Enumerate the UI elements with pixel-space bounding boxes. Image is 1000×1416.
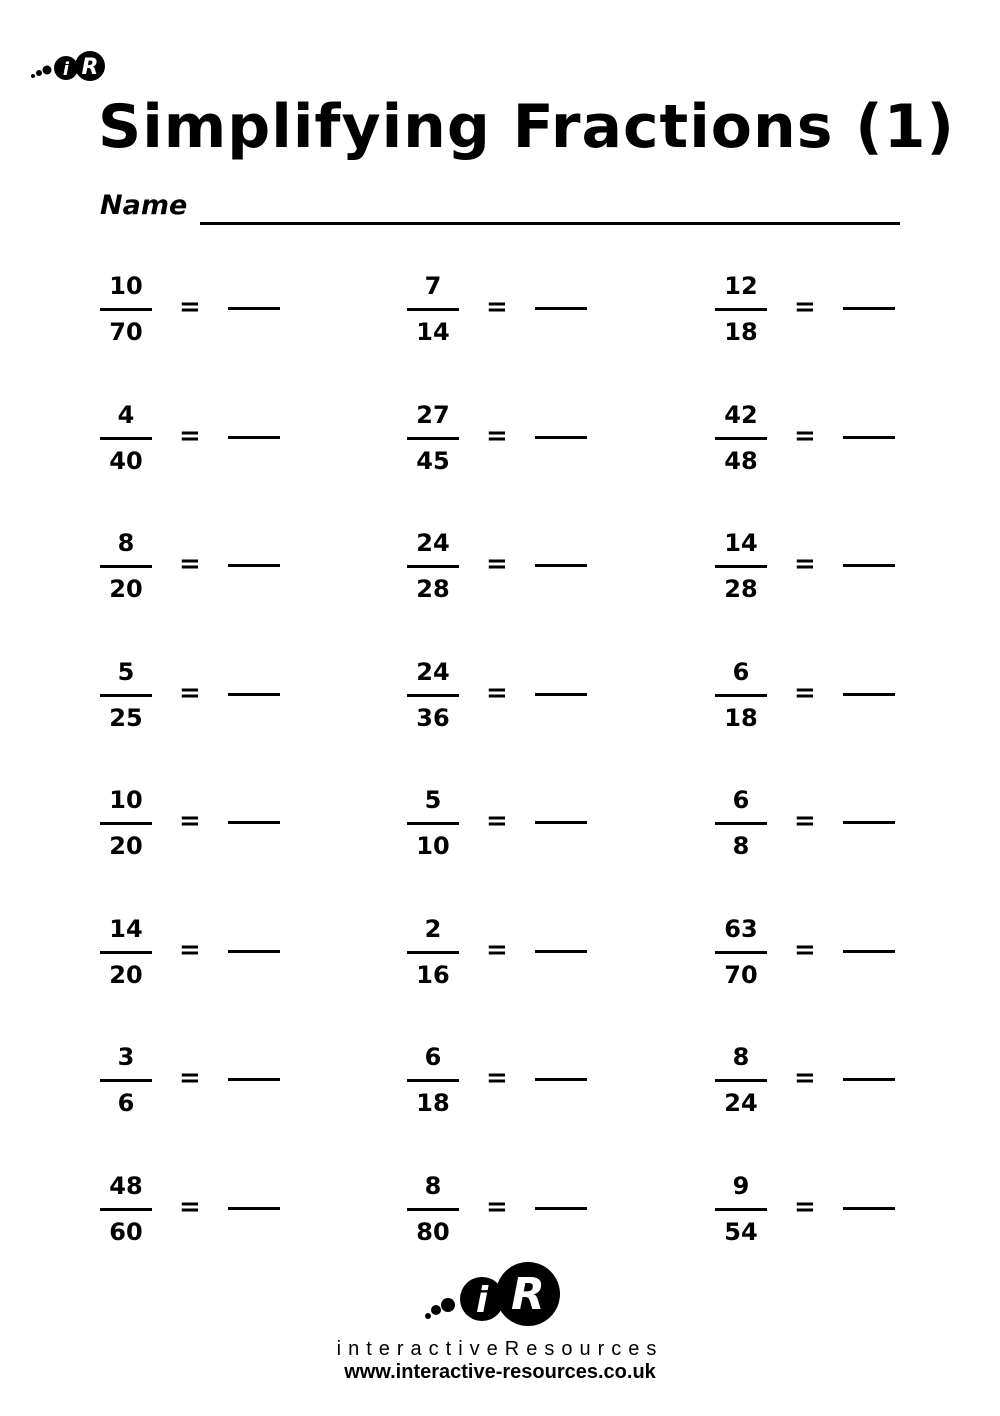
- equals-sign: =: [486, 935, 508, 965]
- numerator: 6: [732, 658, 750, 686]
- answer-blank[interactable]: [843, 821, 895, 824]
- equals-sign: =: [486, 292, 508, 322]
- answer-blank[interactable]: [843, 564, 895, 567]
- fraction: [715, 525, 767, 615]
- ir-logo-icon: [420, 1258, 565, 1333]
- equals-sign: =: [179, 292, 201, 322]
- fraction: [407, 1039, 459, 1129]
- fraction-problem: [715, 911, 905, 1001]
- fraction-problem: [407, 654, 597, 744]
- numerator: 2: [424, 915, 442, 943]
- equals-sign: =: [179, 935, 201, 965]
- answer-blank[interactable]: [228, 564, 280, 567]
- answer-blank[interactable]: [228, 436, 280, 439]
- equals-sign: =: [486, 1063, 508, 1093]
- fraction-problem: [100, 525, 290, 615]
- equals-sign: =: [794, 1063, 816, 1093]
- fraction-problem: [407, 525, 597, 615]
- fraction-problem: [715, 397, 905, 487]
- fraction-bar: [100, 1079, 152, 1082]
- fraction-bar: [715, 437, 767, 440]
- answer-blank[interactable]: [843, 307, 895, 310]
- fraction: [407, 525, 459, 615]
- fraction: [100, 911, 152, 1001]
- numerator: 12: [724, 272, 758, 300]
- fraction-problem: [407, 1039, 597, 1129]
- denominator: 16: [416, 961, 450, 989]
- equals-sign: =: [794, 292, 816, 322]
- numerator: 5: [117, 658, 135, 686]
- equals-sign: =: [179, 806, 201, 836]
- fraction-bar: [715, 1208, 767, 1211]
- fraction: [407, 268, 459, 358]
- fraction: [715, 911, 767, 1001]
- fraction-problem: [100, 397, 290, 487]
- numerator: 3: [117, 1043, 135, 1071]
- answer-blank[interactable]: [535, 1078, 587, 1081]
- equals-sign: =: [794, 935, 816, 965]
- fraction-bar: [100, 437, 152, 440]
- fraction-bar: [715, 1079, 767, 1082]
- fraction-problem: [407, 1168, 597, 1258]
- answer-blank[interactable]: [535, 1207, 587, 1210]
- denominator: 25: [109, 704, 143, 732]
- fraction-problem: [100, 268, 290, 358]
- fraction-bar: [100, 822, 152, 825]
- equals-sign: =: [486, 421, 508, 451]
- fraction-bar: [407, 822, 459, 825]
- numerator: 24: [416, 529, 450, 557]
- answer-blank[interactable]: [228, 821, 280, 824]
- numerator: 14: [109, 915, 143, 943]
- equals-sign: =: [179, 421, 201, 451]
- fraction-bar: [100, 951, 152, 954]
- fraction: [100, 654, 152, 744]
- fraction-problem: [715, 1039, 905, 1129]
- fraction-bar: [407, 565, 459, 568]
- denominator: 28: [416, 575, 450, 603]
- denominator: 45: [416, 447, 450, 475]
- answer-blank[interactable]: [535, 436, 587, 439]
- fraction: [715, 782, 767, 872]
- fraction-problem: [715, 782, 905, 872]
- numerator: 27: [416, 401, 450, 429]
- footer-brand: interactiveResources: [336, 1338, 664, 1360]
- fraction-bar: [407, 308, 459, 311]
- fraction-bar: [100, 694, 152, 697]
- equals-sign: =: [486, 806, 508, 836]
- fraction: [407, 1168, 459, 1258]
- denominator: 8: [732, 832, 750, 860]
- denominator: 20: [109, 575, 143, 603]
- fraction-bar: [407, 1208, 459, 1211]
- ir-logo-icon: [30, 48, 110, 88]
- fraction-problem: [715, 525, 905, 615]
- equals-sign: =: [486, 1192, 508, 1222]
- fraction: [100, 1168, 152, 1258]
- fraction: [100, 397, 152, 487]
- fraction-bar: [715, 694, 767, 697]
- denominator: 18: [724, 704, 758, 732]
- numerator: 6: [732, 786, 750, 814]
- numerator: 6: [424, 1043, 442, 1071]
- numerator: 14: [724, 529, 758, 557]
- answer-blank[interactable]: [535, 307, 587, 310]
- equals-sign: =: [179, 549, 201, 579]
- fraction-problem: [100, 911, 290, 1001]
- fraction-problem: [407, 397, 597, 487]
- answer-blank[interactable]: [843, 950, 895, 953]
- numerator: 8: [732, 1043, 750, 1071]
- name-input-line[interactable]: [200, 222, 900, 225]
- numerator: 8: [424, 1172, 442, 1200]
- denominator: 60: [109, 1218, 143, 1246]
- fraction-problem: [100, 1039, 290, 1129]
- equals-sign: =: [794, 1192, 816, 1222]
- fraction-bar: [100, 1208, 152, 1211]
- denominator: 20: [109, 832, 143, 860]
- equals-sign: =: [794, 806, 816, 836]
- answer-blank[interactable]: [228, 1078, 280, 1081]
- fraction-problem: [715, 268, 905, 358]
- numerator: 4: [117, 401, 135, 429]
- fraction: [100, 1039, 152, 1129]
- answer-blank[interactable]: [228, 307, 280, 310]
- equals-sign: =: [794, 421, 816, 451]
- equals-sign: =: [486, 678, 508, 708]
- fraction: [715, 654, 767, 744]
- denominator: 24: [724, 1089, 758, 1117]
- answer-blank[interactable]: [535, 821, 587, 824]
- fraction-problem: [407, 911, 597, 1001]
- equals-sign: =: [179, 678, 201, 708]
- fraction-problem: [100, 782, 290, 872]
- answer-blank[interactable]: [843, 1078, 895, 1081]
- numerator: 63: [724, 915, 758, 943]
- fraction-problem: [715, 1168, 905, 1258]
- numerator: 48: [109, 1172, 143, 1200]
- fraction-bar: [407, 694, 459, 697]
- denominator: 70: [724, 961, 758, 989]
- denominator: 36: [416, 704, 450, 732]
- fraction-bar: [100, 565, 152, 568]
- fraction-problem: [715, 654, 905, 744]
- fraction-bar: [715, 822, 767, 825]
- equals-sign: =: [179, 1063, 201, 1093]
- fraction: [407, 397, 459, 487]
- answer-blank[interactable]: [228, 1207, 280, 1210]
- fraction: [407, 654, 459, 744]
- fraction: [407, 911, 459, 1001]
- numerator: 5: [424, 786, 442, 814]
- equals-sign: =: [486, 549, 508, 579]
- denominator: 28: [724, 575, 758, 603]
- numerator: 10: [109, 272, 143, 300]
- fraction-bar: [715, 308, 767, 311]
- fraction: [407, 782, 459, 872]
- numerator: 24: [416, 658, 450, 686]
- denominator: 6: [117, 1089, 135, 1117]
- fraction-bar: [407, 437, 459, 440]
- denominator: 48: [724, 447, 758, 475]
- numerator: 10: [109, 786, 143, 814]
- fraction-bar: [407, 1079, 459, 1082]
- numerator: 8: [117, 529, 135, 557]
- fraction-problem: [407, 268, 597, 358]
- svg-text:R: R: [81, 55, 99, 80]
- name-row: [100, 190, 900, 230]
- fraction: [715, 1168, 767, 1258]
- answer-blank[interactable]: [228, 950, 280, 953]
- svg-text:R: R: [511, 1269, 545, 1320]
- page-title: Simplifying Fractions (1): [98, 92, 955, 162]
- denominator: 70: [109, 318, 143, 346]
- fraction: [100, 782, 152, 872]
- answer-blank[interactable]: [535, 693, 587, 696]
- denominator: 10: [416, 832, 450, 860]
- denominator: 20: [109, 961, 143, 989]
- denominator: 14: [416, 318, 450, 346]
- fraction: [715, 397, 767, 487]
- fraction: [715, 268, 767, 358]
- svg-text:i: i: [62, 59, 70, 80]
- numerator: 42: [724, 401, 758, 429]
- footer-url: www.interactive-resources.co.uk: [344, 1361, 656, 1383]
- denominator: 54: [724, 1218, 758, 1246]
- denominator: 80: [416, 1218, 450, 1246]
- answer-blank[interactable]: [535, 564, 587, 567]
- answer-blank[interactable]: [843, 693, 895, 696]
- fraction-bar: [100, 308, 152, 311]
- fraction-problem: [100, 1168, 290, 1258]
- answer-blank[interactable]: [535, 950, 587, 953]
- fraction-bar: [715, 951, 767, 954]
- answer-blank[interactable]: [843, 436, 895, 439]
- name-label: Name: [100, 190, 188, 221]
- equals-sign: =: [179, 1192, 201, 1222]
- numerator: 7: [424, 272, 442, 300]
- equals-sign: =: [794, 678, 816, 708]
- numerator: 9: [732, 1172, 750, 1200]
- fraction-problem: [407, 782, 597, 872]
- fraction-bar: [715, 565, 767, 568]
- fraction-bar: [407, 951, 459, 954]
- denominator: 40: [109, 447, 143, 475]
- fraction: [100, 268, 152, 358]
- denominator: 18: [416, 1089, 450, 1117]
- answer-blank[interactable]: [843, 1207, 895, 1210]
- fraction: [100, 525, 152, 615]
- denominator: 18: [724, 318, 758, 346]
- fraction: [715, 1039, 767, 1129]
- fraction-problem: [100, 654, 290, 744]
- answer-blank[interactable]: [228, 693, 280, 696]
- equals-sign: =: [794, 549, 816, 579]
- svg-text:i: i: [475, 1280, 489, 1321]
